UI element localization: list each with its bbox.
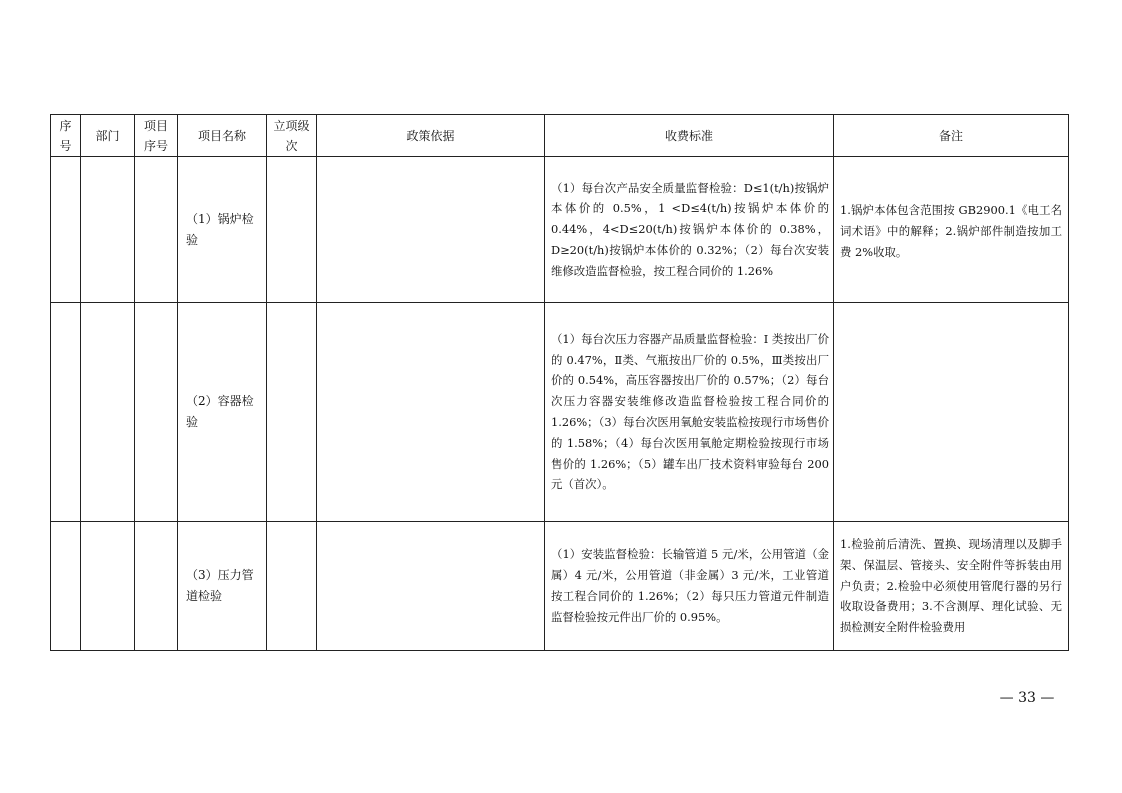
cell-remark: 1.检验前后清洗、置换、现场清理以及脚手架、保温层、管接头、安全附件等拆装由用户负责；2.检验中必须使用管爬行器的另行收取设备费用；3.不含测厚、理化试验、无损检测安全附件检验费用: [834, 522, 1069, 651]
cell-standard: （1）每台次产品安全质量监督检验：D≤1(t/h)按锅炉本体价的 0.5%，1 <D≤4(t/h)按锅炉本体价的 0.44%，4<D≤20(t/h)按锅炉本体价的 0.38%，D≥20(t/h)按锅炉本体价的 0.32%；（2）每台次安装维修改造监督检验，按工程合同价的 1.26%: [545, 157, 834, 303]
cell-standard: （1）安装监督检验：长输管道 5 元/米，公用管道（金属）4 元/米，公用管道（非金属）3 元/米，工业管道按工程合同价的 1.26%；（2）每只压力管道元件制造监督检验按元件出厂价的 0.95%。: [545, 522, 834, 651]
fee-table: [50, 114, 1069, 651]
cell-policy: [317, 157, 545, 303]
cell-policy: [317, 522, 545, 651]
header-policy: 政策依据: [317, 115, 545, 157]
table-header-row: [51, 115, 1069, 157]
header-remark: 备注: [834, 115, 1069, 157]
table-row: [51, 157, 1069, 303]
cell-remark: [834, 303, 1069, 522]
header-seq: 序号: [51, 115, 81, 157]
cell-level: [267, 303, 317, 522]
cell-level: [267, 522, 317, 651]
header-dept: 部门: [81, 115, 135, 157]
cell-item-seq: [135, 157, 178, 303]
cell-standard: （1）每台次压力容器产品质量监督检验：I 类按出厂价的 0.47%，Ⅱ类、气瓶按出厂价的 0.5%，Ⅲ类按出厂价的 0.54%，高压容器按出厂价的 0.57%；（2）每台次压力容器安装维修改造监督检验按工程合同价的 1.26%；（3）每台次医用氧舱安装监检按现行市场售价的 1.58%；（4）每台次医用氧舱定期检验按现行市场售价的 1.26%；（5）罐车出厂技术资料审验每台 200 元（首次）。: [545, 303, 834, 522]
header-level: 立项级次: [267, 115, 317, 157]
header-item-seq: 项目序号: [135, 115, 178, 157]
cell-dept: [81, 522, 135, 651]
cell-dept: [81, 157, 135, 303]
cell-item-seq: [135, 303, 178, 522]
header-standard: 收费标准: [545, 115, 834, 157]
cell-seq: [51, 522, 81, 651]
table-row: [51, 522, 1069, 651]
table-row: [51, 303, 1069, 522]
cell-item-name: （3）压力管道检验: [178, 522, 267, 651]
page-number: — 33 —: [999, 690, 1055, 706]
cell-seq: [51, 303, 81, 522]
cell-policy: [317, 303, 545, 522]
cell-level: [267, 157, 317, 303]
cell-item-name: （2）容器检验: [178, 303, 267, 522]
cell-remark: 1.锅炉本体包含范围按 GB2900.1《电工名词术语》中的解释；2.锅炉部件制造按加工费 2%收取。: [834, 157, 1069, 303]
header-item-name: 项目名称: [178, 115, 267, 157]
cell-dept: [81, 303, 135, 522]
cell-item-seq: [135, 522, 178, 651]
cell-seq: [51, 157, 81, 303]
cell-item-name: （1）锅炉检验: [178, 157, 267, 303]
